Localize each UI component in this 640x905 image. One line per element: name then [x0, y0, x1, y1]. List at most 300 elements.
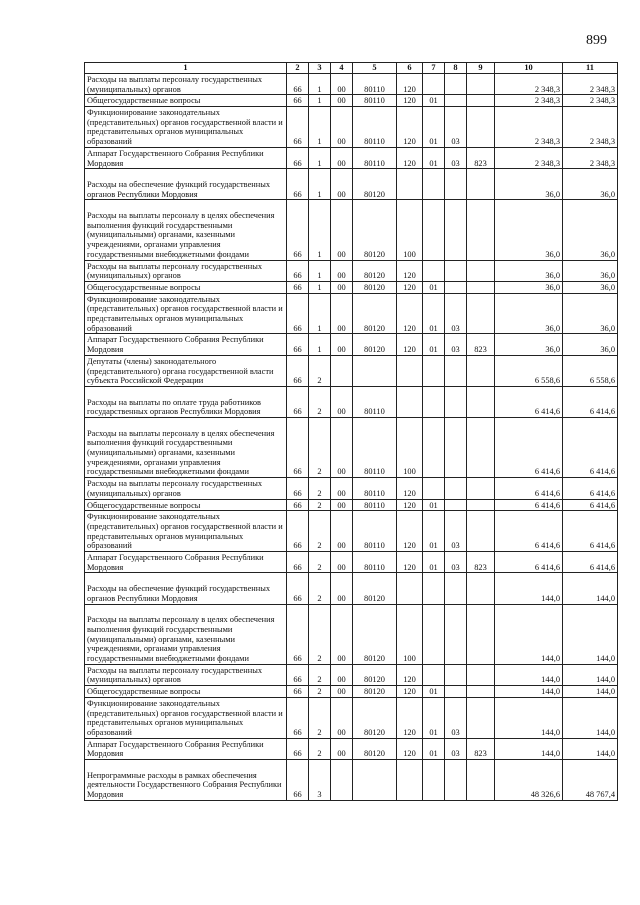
cell-col-3: 2 [309, 418, 331, 478]
cell-col-4: 00 [331, 169, 353, 200]
cell-col-2: 66 [287, 552, 309, 573]
row-description: Расходы на выплаты персоналу государственных (муниципальных) органов [85, 260, 287, 281]
cell-col-11: 36,0 [563, 169, 618, 200]
cell-col-3: 2 [309, 697, 331, 738]
cell-col-11: 6 414,6 [563, 418, 618, 478]
cell-col-8: 03 [445, 697, 467, 738]
cell-col-5: 80110 [353, 95, 397, 107]
cell-col-7 [423, 355, 445, 386]
cell-col-7 [423, 664, 445, 685]
cell-col-6: 120 [397, 738, 423, 759]
cell-col-2: 66 [287, 74, 309, 95]
cell-col-9 [467, 499, 495, 511]
cell-col-6: 120 [397, 697, 423, 738]
table-row [85, 169, 618, 200]
cell-col-10: 2 348,3 [495, 74, 563, 95]
cell-col-10: 36,0 [495, 293, 563, 334]
cell-col-10: 144,0 [495, 738, 563, 759]
cell-col-9: 823 [467, 334, 495, 355]
cell-col-7 [423, 386, 445, 417]
cell-col-8: 03 [445, 147, 467, 168]
cell-col-10: 144,0 [495, 604, 563, 664]
column-header-3: 3 [309, 63, 331, 74]
cell-col-10: 144,0 [495, 697, 563, 738]
cell-col-11: 2 348,3 [563, 95, 618, 107]
row-description: Аппарат Государственного Собрания Республики Мордовия [85, 147, 287, 168]
table-row [85, 478, 618, 499]
column-header-7: 7 [423, 63, 445, 74]
cell-col-3: 2 [309, 386, 331, 417]
cell-col-11: 6 414,6 [563, 386, 618, 417]
cell-col-3: 1 [309, 169, 331, 200]
cell-col-9 [467, 355, 495, 386]
cell-col-3: 2 [309, 478, 331, 499]
cell-col-8: 03 [445, 293, 467, 334]
row-description: Расходы на выплаты по оплате труда работников государственных органов Республики Мордовия [85, 386, 287, 417]
cell-col-6: 120 [397, 260, 423, 281]
cell-col-4: 00 [331, 293, 353, 334]
cell-col-3: 1 [309, 281, 331, 293]
cell-col-5: 80120 [353, 334, 397, 355]
cell-col-6 [397, 169, 423, 200]
cell-col-5: 80110 [353, 107, 397, 148]
cell-col-3: 2 [309, 573, 331, 604]
cell-col-6: 100 [397, 604, 423, 664]
row-description: Расходы на обеспечение функций государственных органов Республики Мордовия [85, 573, 287, 604]
cell-col-9 [467, 95, 495, 107]
cell-col-9 [467, 697, 495, 738]
column-header-10: 10 [495, 63, 563, 74]
cell-col-8 [445, 386, 467, 417]
row-description: Общегосударственные вопросы [85, 95, 287, 107]
cell-col-5: 80110 [353, 499, 397, 511]
cell-col-6 [397, 355, 423, 386]
table-row [85, 686, 618, 698]
cell-col-8 [445, 74, 467, 95]
table-row [85, 147, 618, 168]
cell-col-5: 80110 [353, 552, 397, 573]
cell-col-5 [353, 355, 397, 386]
cell-col-5: 80110 [353, 478, 397, 499]
table-row [85, 552, 618, 573]
cell-col-5: 80110 [353, 147, 397, 168]
cell-col-9 [467, 107, 495, 148]
cell-col-9 [467, 281, 495, 293]
cell-col-8 [445, 169, 467, 200]
cell-col-5: 80120 [353, 260, 397, 281]
cell-col-11: 2 348,3 [563, 74, 618, 95]
cell-col-11: 6 558,6 [563, 355, 618, 386]
cell-col-11: 2 348,3 [563, 107, 618, 148]
cell-col-7: 01 [423, 95, 445, 107]
cell-col-9 [467, 418, 495, 478]
table-row [85, 697, 618, 738]
cell-col-10: 48 326,6 [495, 760, 563, 801]
cell-col-3: 1 [309, 293, 331, 334]
cell-col-3: 1 [309, 334, 331, 355]
cell-col-4: 00 [331, 334, 353, 355]
row-description: Общегосударственные вопросы [85, 499, 287, 511]
row-description: Аппарат Государственного Собрания Республики Мордовия [85, 334, 287, 355]
cell-col-10: 2 348,3 [495, 95, 563, 107]
cell-col-11: 144,0 [563, 697, 618, 738]
cell-col-2: 66 [287, 738, 309, 759]
cell-col-5 [353, 760, 397, 801]
cell-col-4: 00 [331, 738, 353, 759]
row-description: Расходы на выплаты персоналу государственных (муниципальных) органов [85, 478, 287, 499]
cell-col-9 [467, 573, 495, 604]
cell-col-4: 00 [331, 95, 353, 107]
cell-col-8: 03 [445, 552, 467, 573]
table-row [85, 573, 618, 604]
cell-col-10: 36,0 [495, 281, 563, 293]
cell-col-5: 80120 [353, 664, 397, 685]
cell-col-5: 80120 [353, 686, 397, 698]
cell-col-8: 03 [445, 738, 467, 759]
cell-col-2: 66 [287, 499, 309, 511]
cell-col-9: 823 [467, 738, 495, 759]
cell-col-2: 66 [287, 418, 309, 478]
cell-col-10: 36,0 [495, 169, 563, 200]
cell-col-10: 144,0 [495, 686, 563, 698]
table-row [85, 386, 618, 417]
cell-col-11: 6 414,6 [563, 478, 618, 499]
cell-col-4: 00 [331, 664, 353, 685]
column-header-2: 2 [287, 63, 309, 74]
table-row [85, 74, 618, 95]
cell-col-6: 120 [397, 95, 423, 107]
row-description: Депутаты (члены) законодательного (представительного) органа государственной власти субъекта Российской Федерации [85, 355, 287, 386]
cell-col-2: 66 [287, 573, 309, 604]
cell-col-7 [423, 760, 445, 801]
cell-col-3: 1 [309, 200, 331, 260]
page-number: 899 [586, 33, 607, 48]
column-header-5: 5 [353, 63, 397, 74]
cell-col-6: 120 [397, 281, 423, 293]
row-description: Функционирование законодательных (представительных) органов государственной власти и представительных органов муниципальных образований [85, 511, 287, 552]
row-description: Аппарат Государственного Собрания Республики Мордовия [85, 738, 287, 759]
cell-col-5: 80110 [353, 418, 397, 478]
cell-col-6: 120 [397, 74, 423, 95]
cell-col-10: 36,0 [495, 260, 563, 281]
cell-col-7: 01 [423, 511, 445, 552]
cell-col-11: 6 414,6 [563, 552, 618, 573]
column-header-4: 4 [331, 63, 353, 74]
cell-col-3: 2 [309, 511, 331, 552]
cell-col-9: 823 [467, 147, 495, 168]
cell-col-3: 1 [309, 147, 331, 168]
table-row [85, 355, 618, 386]
column-header-11: 11 [563, 63, 618, 74]
cell-col-8 [445, 686, 467, 698]
cell-col-6: 120 [397, 293, 423, 334]
cell-col-2: 66 [287, 107, 309, 148]
cell-col-6 [397, 573, 423, 604]
row-description: Общегосударственные вопросы [85, 281, 287, 293]
cell-col-2: 66 [287, 604, 309, 664]
cell-col-7: 01 [423, 686, 445, 698]
cell-col-8 [445, 478, 467, 499]
cell-col-2: 66 [287, 511, 309, 552]
cell-col-4: 00 [331, 573, 353, 604]
table-row [85, 760, 618, 801]
cell-col-2: 66 [287, 697, 309, 738]
cell-col-11: 144,0 [563, 686, 618, 698]
cell-col-11: 36,0 [563, 334, 618, 355]
cell-col-10: 6 414,6 [495, 511, 563, 552]
cell-col-7 [423, 260, 445, 281]
cell-col-5: 80110 [353, 386, 397, 417]
cell-col-7 [423, 169, 445, 200]
table-row [85, 95, 618, 107]
cell-col-11: 36,0 [563, 200, 618, 260]
cell-col-10: 144,0 [495, 573, 563, 604]
cell-col-6: 100 [397, 418, 423, 478]
cell-col-2: 66 [287, 686, 309, 698]
cell-col-5: 80120 [353, 293, 397, 334]
cell-col-6 [397, 386, 423, 417]
table-row [85, 281, 618, 293]
cell-col-3: 2 [309, 686, 331, 698]
cell-col-9 [467, 760, 495, 801]
cell-col-8 [445, 760, 467, 801]
cell-col-7 [423, 478, 445, 499]
cell-col-6: 120 [397, 107, 423, 148]
cell-col-2: 66 [287, 355, 309, 386]
cell-col-9 [467, 293, 495, 334]
cell-col-7: 01 [423, 281, 445, 293]
cell-col-2: 66 [287, 260, 309, 281]
cell-col-8 [445, 200, 467, 260]
cell-col-4: 00 [331, 200, 353, 260]
cell-col-11: 6 414,6 [563, 511, 618, 552]
cell-col-5: 80110 [353, 74, 397, 95]
cell-col-4: 00 [331, 511, 353, 552]
cell-col-7 [423, 200, 445, 260]
cell-col-6: 120 [397, 499, 423, 511]
cell-col-5: 80120 [353, 169, 397, 200]
row-description: Расходы на выплаты персоналу в целях обеспечения выполнения функций государственными (муниципальными) органами, казенными учреждениями, органами управления государственными внебюджетными фондами [85, 418, 287, 478]
table-body [85, 74, 618, 801]
cell-col-9 [467, 664, 495, 685]
cell-col-7: 01 [423, 147, 445, 168]
cell-col-2: 66 [287, 293, 309, 334]
cell-col-7 [423, 74, 445, 95]
cell-col-8 [445, 281, 467, 293]
cell-col-8 [445, 95, 467, 107]
cell-col-4: 00 [331, 281, 353, 293]
table-row [85, 107, 618, 148]
cell-col-4 [331, 355, 353, 386]
cell-col-10: 36,0 [495, 200, 563, 260]
table-row [85, 738, 618, 759]
cell-col-2: 66 [287, 200, 309, 260]
cell-col-7 [423, 604, 445, 664]
column-header-1: 1 [85, 63, 287, 74]
cell-col-2: 66 [287, 334, 309, 355]
cell-col-2: 66 [287, 664, 309, 685]
table-row [85, 200, 618, 260]
cell-col-6: 120 [397, 334, 423, 355]
cell-col-2: 66 [287, 386, 309, 417]
cell-col-10: 2 348,3 [495, 147, 563, 168]
cell-col-4: 00 [331, 418, 353, 478]
cell-col-10: 36,0 [495, 334, 563, 355]
cell-col-11: 144,0 [563, 604, 618, 664]
cell-col-10: 2 348,3 [495, 107, 563, 148]
cell-col-7: 01 [423, 738, 445, 759]
cell-col-2: 66 [287, 95, 309, 107]
cell-col-7: 01 [423, 293, 445, 334]
cell-col-3: 2 [309, 604, 331, 664]
cell-col-8: 03 [445, 511, 467, 552]
cell-col-7: 01 [423, 499, 445, 511]
column-header-8: 8 [445, 63, 467, 74]
cell-col-4: 00 [331, 147, 353, 168]
cell-col-8: 03 [445, 334, 467, 355]
cell-col-7 [423, 573, 445, 604]
row-description: Расходы на выплаты персоналу в целях обеспечения выполнения функций государственными (муниципальными) органами, казенными учреждениями, органами управления государственными внебюджетными фондами [85, 200, 287, 260]
cell-col-8 [445, 573, 467, 604]
cell-col-10: 6 414,6 [495, 552, 563, 573]
cell-col-11: 36,0 [563, 260, 618, 281]
cell-col-8 [445, 260, 467, 281]
cell-col-7: 01 [423, 334, 445, 355]
cell-col-9 [467, 169, 495, 200]
cell-col-6: 120 [397, 664, 423, 685]
cell-col-8 [445, 355, 467, 386]
table-row [85, 511, 618, 552]
cell-col-9 [467, 386, 495, 417]
row-description: Аппарат Государственного Собрания Республики Мордовия [85, 552, 287, 573]
cell-col-4: 00 [331, 499, 353, 511]
cell-col-6: 100 [397, 200, 423, 260]
table-row [85, 260, 618, 281]
cell-col-8: 03 [445, 107, 467, 148]
cell-col-5: 80120 [353, 697, 397, 738]
cell-col-3: 1 [309, 260, 331, 281]
cell-col-8 [445, 664, 467, 685]
cell-col-9 [467, 511, 495, 552]
cell-col-9 [467, 260, 495, 281]
cell-col-5: 80120 [353, 738, 397, 759]
table-row [85, 418, 618, 478]
cell-col-4: 00 [331, 107, 353, 148]
cell-col-3: 1 [309, 95, 331, 107]
cell-col-11: 144,0 [563, 664, 618, 685]
cell-col-10: 6 558,6 [495, 355, 563, 386]
cell-col-7 [423, 418, 445, 478]
cell-col-3: 2 [309, 552, 331, 573]
cell-col-10: 6 414,6 [495, 499, 563, 511]
cell-col-6: 120 [397, 478, 423, 499]
cell-col-5: 80120 [353, 604, 397, 664]
row-description: Функционирование законодательных (представительных) органов государственной власти и представительных органов муниципальных образований [85, 107, 287, 148]
table-header-row [85, 63, 618, 74]
cell-col-2: 66 [287, 147, 309, 168]
cell-col-6: 120 [397, 147, 423, 168]
column-header-6: 6 [397, 63, 423, 74]
cell-col-9 [467, 74, 495, 95]
cell-col-11: 6 414,6 [563, 499, 618, 511]
cell-col-4: 00 [331, 260, 353, 281]
table-row [85, 334, 618, 355]
cell-col-10: 144,0 [495, 664, 563, 685]
cell-col-8 [445, 418, 467, 478]
cell-col-11: 48 767,4 [563, 760, 618, 801]
cell-col-2: 66 [287, 478, 309, 499]
table-row [85, 499, 618, 511]
cell-col-7: 01 [423, 107, 445, 148]
cell-col-6: 120 [397, 511, 423, 552]
cell-col-4 [331, 760, 353, 801]
cell-col-11: 36,0 [563, 281, 618, 293]
cell-col-2: 66 [287, 760, 309, 801]
cell-col-10: 6 414,6 [495, 418, 563, 478]
cell-col-3: 2 [309, 738, 331, 759]
cell-col-9 [467, 604, 495, 664]
budget-table [84, 62, 618, 801]
cell-col-6 [397, 760, 423, 801]
cell-col-4: 00 [331, 697, 353, 738]
cell-col-10: 6 414,6 [495, 386, 563, 417]
cell-col-11: 2 348,3 [563, 147, 618, 168]
cell-col-5: 80120 [353, 281, 397, 293]
cell-col-3: 1 [309, 107, 331, 148]
cell-col-4: 00 [331, 478, 353, 499]
cell-col-5: 80120 [353, 573, 397, 604]
cell-col-11: 36,0 [563, 293, 618, 334]
cell-col-4: 00 [331, 386, 353, 417]
cell-col-7: 01 [423, 697, 445, 738]
cell-col-9 [467, 200, 495, 260]
cell-col-3: 1 [309, 74, 331, 95]
cell-col-5: 80120 [353, 200, 397, 260]
cell-col-9 [467, 686, 495, 698]
cell-col-3: 2 [309, 355, 331, 386]
cell-col-3: 2 [309, 664, 331, 685]
row-description: Расходы на выплаты персоналу государственных (муниципальных) органов [85, 74, 287, 95]
row-description: Общегосударственные вопросы [85, 686, 287, 698]
row-description: Непрограммные расходы в рамках обеспечения деятельности Государственного Собрания Республики Мордовия [85, 760, 287, 801]
cell-col-6: 120 [397, 552, 423, 573]
cell-col-8 [445, 499, 467, 511]
row-description: Расходы на выплаты персоналу в целях обеспечения выполнения функций государственными (муниципальными) органами, казенными учреждениями, органами управления государственными внебюджетными фондами [85, 604, 287, 664]
column-header-9: 9 [467, 63, 495, 74]
cell-col-3: 3 [309, 760, 331, 801]
cell-col-11: 144,0 [563, 738, 618, 759]
cell-col-2: 66 [287, 281, 309, 293]
cell-col-2: 66 [287, 169, 309, 200]
cell-col-7: 01 [423, 552, 445, 573]
table-row [85, 664, 618, 685]
cell-col-4: 00 [331, 74, 353, 95]
cell-col-9: 823 [467, 552, 495, 573]
row-description: Расходы на обеспечение функций государственных органов Республики Мордовия [85, 169, 287, 200]
cell-col-10: 6 414,6 [495, 478, 563, 499]
cell-col-4: 00 [331, 552, 353, 573]
cell-col-9 [467, 478, 495, 499]
cell-col-5: 80110 [353, 511, 397, 552]
table-row [85, 604, 618, 664]
cell-col-6: 120 [397, 686, 423, 698]
cell-col-11: 144,0 [563, 573, 618, 604]
cell-col-4: 00 [331, 686, 353, 698]
cell-col-3: 2 [309, 499, 331, 511]
row-description: Расходы на выплаты персоналу государственных (муниципальных) органов [85, 664, 287, 685]
row-description: Функционирование законодательных (представительных) органов государственной власти и представительных органов муниципальных образований [85, 293, 287, 334]
table-row [85, 293, 618, 334]
